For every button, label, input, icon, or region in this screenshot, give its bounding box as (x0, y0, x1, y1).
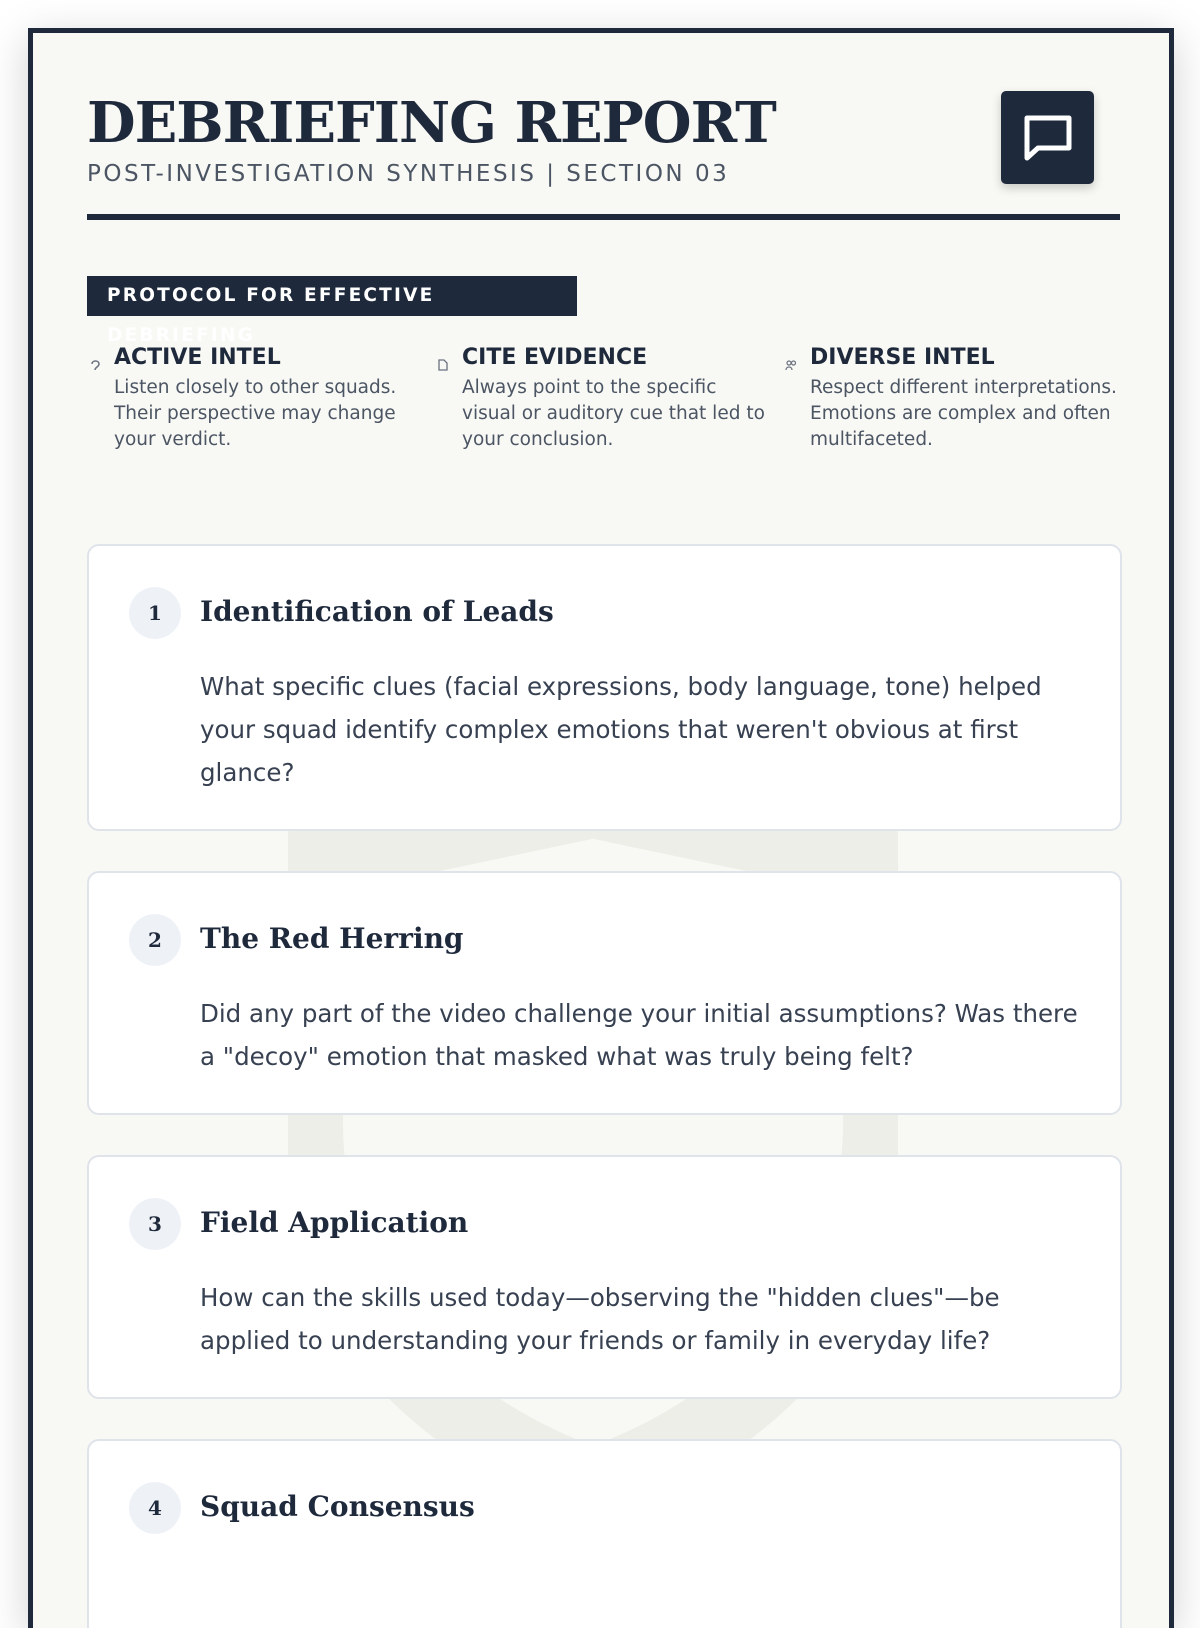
question-number: 1 (129, 587, 181, 639)
question-title: The Red Herring (200, 922, 464, 955)
document-icon (437, 359, 449, 371)
question-card-3 (87, 1155, 1122, 1399)
question-number: 2 (129, 914, 181, 966)
protocol-label: PROTOCOL FOR EFFECTIVE DEBRIEFING (87, 276, 577, 316)
people-icon (785, 359, 797, 371)
rule-text: Respect different interpretations. Emotions are complex and often multifaceted. (810, 377, 1117, 450)
report-header (87, 89, 1120, 187)
question-number: 4 (129, 1482, 181, 1534)
page-subtitle: POST-INVESTIGATION SYNTHESIS | SECTION 03 (87, 161, 730, 187)
question-card-2 (87, 871, 1122, 1115)
question-card-1 (87, 544, 1122, 831)
header-divider (87, 214, 1120, 220)
question-text: How can the skills used today—observing the "hidden clues"—be applied to understanding your friends or family in everyday life? (200, 1283, 1000, 1355)
rule-title: CITE EVIDENCE (462, 345, 648, 370)
rule-text: Always point to the specific visual or auditory cue that led to your conclusion. (462, 377, 765, 450)
question-title: Identification of Leads (200, 595, 554, 628)
question-title: Field Application (200, 1206, 469, 1239)
question-text: What specific clues (facial expressions, body language, tone) helped your squad identify complex emotions that weren't obvious at first glance? (200, 672, 1042, 787)
rule-text: Listen closely to other squads. Their perspective may change your verdict. (114, 377, 397, 450)
page-title: DEBRIEFING REPORT (87, 90, 776, 156)
rule-title: DIVERSE INTEL (810, 345, 995, 370)
question-title: Squad Consensus (200, 1490, 475, 1523)
rule-title: ACTIVE INTEL (114, 345, 281, 370)
question-number: 3 (129, 1198, 181, 1250)
chat-bubble-icon (1021, 113, 1075, 163)
chat-button[interactable] (1001, 91, 1094, 184)
ear-icon (89, 359, 101, 371)
question-text: Did any part of the video challenge your initial assumptions? Was there a "decoy" emotion that masked what was truly being felt? (200, 999, 1078, 1071)
debriefing-sheet (28, 28, 1174, 1628)
